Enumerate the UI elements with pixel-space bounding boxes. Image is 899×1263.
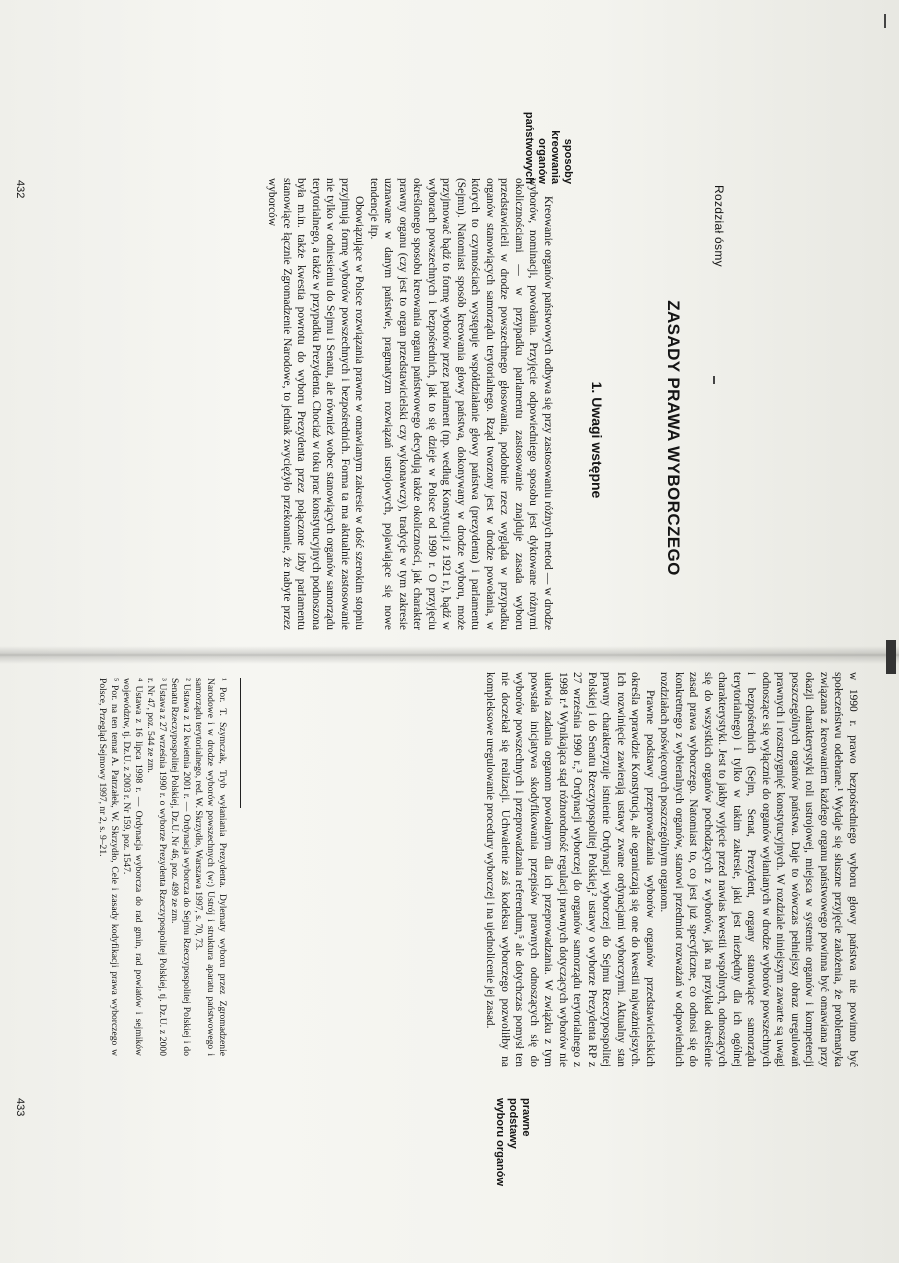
scan-speck [713, 376, 715, 384]
footnote: ⁴ Ustawa z 16 lipca 1998 r. — Ordynacja wyborcza do rad gmin, rad powiatów i sejmików województw, tj. Dz.U. z 2003 r. Nr 159, poz. 1547. [121, 678, 144, 1056]
footnote-rule [240, 678, 241, 808]
section-heading: 1. Uwagi wstępne [589, 381, 605, 499]
footnote: ¹ Por. T. Szymczak, Tryb wyłaniania Prezydenta. Dylematy wyboru przez Zgromadzenie Narodowe i w drodze wyborów powszechnych (w:) Ustrój i struktura aparatu państwowego i samorządu terytorialnego, red. W. Skrzydło, Warszawa 1997, s. 70, 73. [193, 678, 228, 1056]
footnote: ⁵ Por. na ten temat A. Patrzałek, W. Skrzydło, Cele i zasady kodyfikacji prawa wyborczego w Polsce, Przegląd Sejmowy 1997, nr 2, s. 9–21. [97, 678, 120, 1056]
chapter-label: Rozdział ósmy [712, 185, 726, 267]
paragraph: Prawne podstawy przeprowadzania wyborów organów przedstawicielskich określa wprawdzie Konstytucja, ale ograniczają się one do kwestii najważniejszych. Ich rozwinięcie zawierają ustawy zwane ordynacjami wyborczymi. Aktualny stan prawny charakteryzuje istnienie Ordynacji wyborczej do Sejmu Rzeczypospolitej Polskiej i do Senatu Rzeczypospolitej Polskiej,² ustawy o wyborze Prezydenta RP z 27 września 1990 r.,³ Ordynacji wyborczej do organów samorządu terytorialnego z 1998 r.⁴ Wynikająca stąd różnorodność regulacji prawnych dotyczących wyborów nie ułatwia zadania organom powołanym dla ich przeprowadzania. W związku z tym powstała inicjatywa skodyfikowania przepisów prawnych odnoszących się do wyborów powszechnych i przeprowadzania referendum,⁵ ale dotychczas pomysł ten nie doczekał się realizacji. Uchwalenie zaś kodeksu wyborczego pozwoliłby na kompleksowe uregulowanie procedury wyborczej i na ujednolicenie jej zasad. [484, 672, 656, 1067]
paragraph: Obowiązujące w Polsce rozwiązania prawne w omawianym zakresie w dość szerokim stopniu przyjmują formę wyborów powszechnych i bezpośrednich. Forma ta ma aktualnie zastosowanie nie tylko w odniesieniu do Sejmu i Senatu, ale również wobec stanowiących organów samorządu terytorialnego, a także w przypadku Prezydenta. Chociaż w toku prac konstytucyjnych podnoszona była m.in. także kwestia powrotu do wyboru Prezydenta przez połączone izby parlamentu stanowiące łącznie Zgromadzenie Narodowe, to jednak zwyciężyło przekonanie, że nabyte przez wyborców [266, 178, 366, 630]
book-gutter [0, 646, 899, 664]
paragraph: Kreowanie organów państwowych odbywa się przy zastosowaniu różnych metod — w drodze wyborów, nominacji, powołania. Przyjęcie odpowiedniego sposobu jest dyktowane różnymi okolicznościami — w przypadku parlamentu zastosowanie znajduje zasada wyboru przedstawicieli w drodze powszechnego głosowania, podobnie rzecz wygląda w przypadku organów stanowiących samorządu terytorialnego. Rząd tworzony jest w drodze powołania, w których to czynnościach występuje współdziałanie głowy państwa (prezydenta) i parlamentu (Sejmu). Natomiast sposób kreowania głowy państwa, dokonywany w drodze wyboru, może przyjmować bądź to formę wyborów przez parlament (np. według Konstytucji z 1921 r.), bądź w wyborach powszechnych i bezpośrednich, jak to się dzieje w Polsce od 1990 r. O przyjęciu określonego sposobu kreowania organu państwowego decydują także okoliczności, jak charakter prawny organu (czy jest to organ przedstawicielski czy wykonawczy), tradycje w tym zakresie uznawane w danym państwie, pragmatyzm rozwiązań ustrojowych, pojawiające się nowe tendencje itp. [368, 178, 554, 630]
left-margin-note-block [522, 92, 574, 184]
footnotes [58, 678, 228, 1056]
margin-note-left: sposoby kreowania organów państwowych [523, 111, 574, 184]
footnote: ² Ustawa z 12 kwietnia 2001 r. — Ordynacja wyborcza do Sejmu Rzeczypospolitej Polskiej i do Senatu Rzeczypospolitej Polskiej, Dz.U. Nr 46, poz. 499 ze zm. [169, 678, 192, 1056]
chapter-title: ZASADY PRAWA WYBORCZEGO [664, 300, 683, 576]
chapter-label-block [710, 185, 728, 625]
left-page-body [75, 178, 555, 630]
margin-note-right: prawne podstawy wyboru organów [494, 1098, 532, 1186]
footnote: ³ Ustawa z 27 września 1990 r. o wyborze Prezydenta Rzeczypospolitej Polskiej, tj. Dz.U. z 2000 r. Nr 47, poz. 544 ze zm. [145, 678, 168, 1056]
scan-speck [884, 14, 886, 28]
right-page-number-block [12, 1098, 30, 1138]
scan-edge-mark [886, 640, 896, 674]
chapter-title-block [663, 248, 683, 628]
section-heading-block [589, 270, 605, 610]
right-page-body [484, 672, 860, 1067]
page-number-right: 433 [14, 1098, 26, 1117]
left-page-number-block [12, 180, 30, 220]
right-margin-note-block [493, 1098, 532, 1188]
paragraph: w 1990 r. prawo bezpośredniego wyboru głowy państwa nie powinno być społeczeństwu odebrane.¹ Wydaje się słuszne przyjęcie założenia, że problematyka związana z kreowaniem każdego organu państwowego powinna być omawiana przy okazji charakterystyki roli ustrojowej, miejsca w systemie organów i kompetencji poszczególnych organów państwa. Daje to wówczas pełniejszy obraz uregulowań prawnych i rozstrzygnięć konstytucyjnych. W rozdziale niniejszym zawarte są uwagi odnoszące się wyłącznie do organów wyłanianych w drodze wyborów powszechnych i bezpośrednich (Sejm, Senat, Prezydent, organy stanowiące samorządu terytorialnego) i tylko w takim zakresie, jaki jest niezbędny dla ich ogólnej charakterystyki. Jest to jakby wyjęcie przed nawias kwestii wspólnych, odnoszących się do wszystkich organów pochodzących z wyborów, jak na przykład określenie zasad prawa wyborczego. Natomiast to, co jest już specyficzne, co odnosi się do konkretnego z wybieralnych organów, stanowi przedmiot rozważań w odpowiednich rozdziałach poświęconych poszczególnym organom. [658, 672, 859, 1067]
page-number-left: 432 [14, 180, 26, 199]
